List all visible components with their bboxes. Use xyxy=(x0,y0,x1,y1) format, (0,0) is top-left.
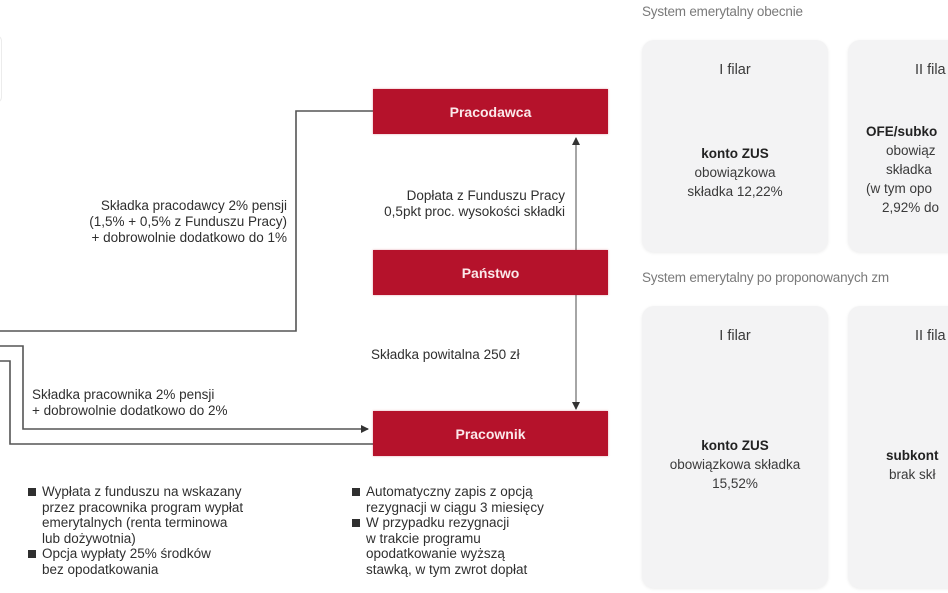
card-line: brak skł xyxy=(889,467,936,482)
employer-contribution-label xyxy=(89,198,287,246)
bullet-line: stawką, w tym zwrot dopłat xyxy=(366,561,528,577)
card-title: II fila xyxy=(915,62,946,78)
card-line: obowiązkowa składka xyxy=(669,457,801,472)
bullet-line: przez pracownika program wypłat xyxy=(42,499,244,515)
card-line: (w tym opo xyxy=(866,181,933,196)
node-employee-label: Pracownik xyxy=(455,425,526,442)
bullet-line: lub dożywotnia) xyxy=(42,530,136,546)
bullet-item xyxy=(28,546,243,577)
node-employee xyxy=(373,411,608,456)
bullet-square-icon xyxy=(352,519,360,527)
card-title: II fila xyxy=(915,328,946,344)
employer-contribution-line-3: + dobrowolnie dodatkowo do 1% xyxy=(91,230,287,245)
employee-contribution-label xyxy=(32,387,228,419)
bullet-line: bez opodatkowania xyxy=(42,561,159,577)
bullet-line: Opcja wypłaty 25% środków xyxy=(42,546,211,561)
card-proposed-pillar-2 xyxy=(848,306,948,588)
payout-bullets xyxy=(28,484,243,577)
card-line: obowiązkowa xyxy=(694,165,776,180)
card-heading: OFE/subko xyxy=(866,124,938,139)
bullet-line: emerytalnych (renta terminowa xyxy=(42,515,228,530)
labour-fund-subsidy-line-1: Dopłata z Funduszu Pracy xyxy=(406,188,565,203)
employer-contribution-line-2: (1,5% + 0,5% z Funduszu Pracy) xyxy=(89,214,287,229)
card-body xyxy=(642,436,828,493)
bullet-item xyxy=(352,484,544,515)
card-heading: subkont xyxy=(886,448,939,463)
bullet-line: rezygnacji w ciągu 3 miesięcy xyxy=(366,499,544,515)
employee-contribution-line-2: + dobrowolnie dodatkowo do 2% xyxy=(32,403,228,418)
card-body xyxy=(642,144,828,201)
current-system-title: System emerytalny obecnie xyxy=(642,4,803,19)
card-proposed-pillar-1 xyxy=(642,306,828,588)
card-body xyxy=(866,122,948,217)
node-state xyxy=(373,250,608,295)
card-title: I filar xyxy=(719,328,751,344)
node-employer xyxy=(373,89,608,134)
card-line: obowiąz xyxy=(886,143,936,158)
node-employer-label: Pracodawca xyxy=(449,103,532,120)
card-heading: konto ZUS xyxy=(701,438,769,453)
bullet-line: Automatyczny zapis z opcją xyxy=(366,484,533,499)
labour-fund-subsidy-line-2: 0,5pkt proc. wysokości składki xyxy=(384,204,565,219)
employer-contribution-line-1: Składka pracodawcy 2% pensji xyxy=(100,198,287,213)
bullet-square-icon xyxy=(352,488,360,496)
enrollment-bullets xyxy=(352,484,544,577)
bullet-line: w trakcie programu xyxy=(366,530,481,546)
bullet-line: Wypłata z funduszu na wskazany xyxy=(42,484,242,499)
card-heading: konto ZUS xyxy=(701,146,769,161)
bullet-item xyxy=(28,484,243,546)
bullet-line: opodatkowanie wyższą xyxy=(366,546,505,561)
card-current-pillar-2 xyxy=(848,40,948,252)
card-line: 15,52% xyxy=(712,476,758,491)
card-line: składka 12,22% xyxy=(687,184,783,199)
employee-contribution-line-1: Składka pracownika 2% pensji xyxy=(32,387,215,402)
node-state-label: Państwo xyxy=(461,264,520,281)
bullet-square-icon xyxy=(28,550,36,558)
bullet-item xyxy=(352,515,544,577)
bullet-line: W przypadku rezygnacji xyxy=(366,515,510,530)
card-line: składka xyxy=(886,162,932,177)
welcome-contribution-label: Składka powitalna 250 zł xyxy=(371,347,520,362)
card-current-pillar-1 xyxy=(642,40,828,252)
card-line: 2,92% do xyxy=(882,200,940,215)
labour-fund-subsidy-label xyxy=(384,188,565,220)
proposed-system-title: System emerytalny po proponowanych zm xyxy=(642,270,889,285)
bullet-square-icon xyxy=(28,488,36,496)
card-title: I filar xyxy=(719,62,751,78)
card-body xyxy=(886,446,948,484)
